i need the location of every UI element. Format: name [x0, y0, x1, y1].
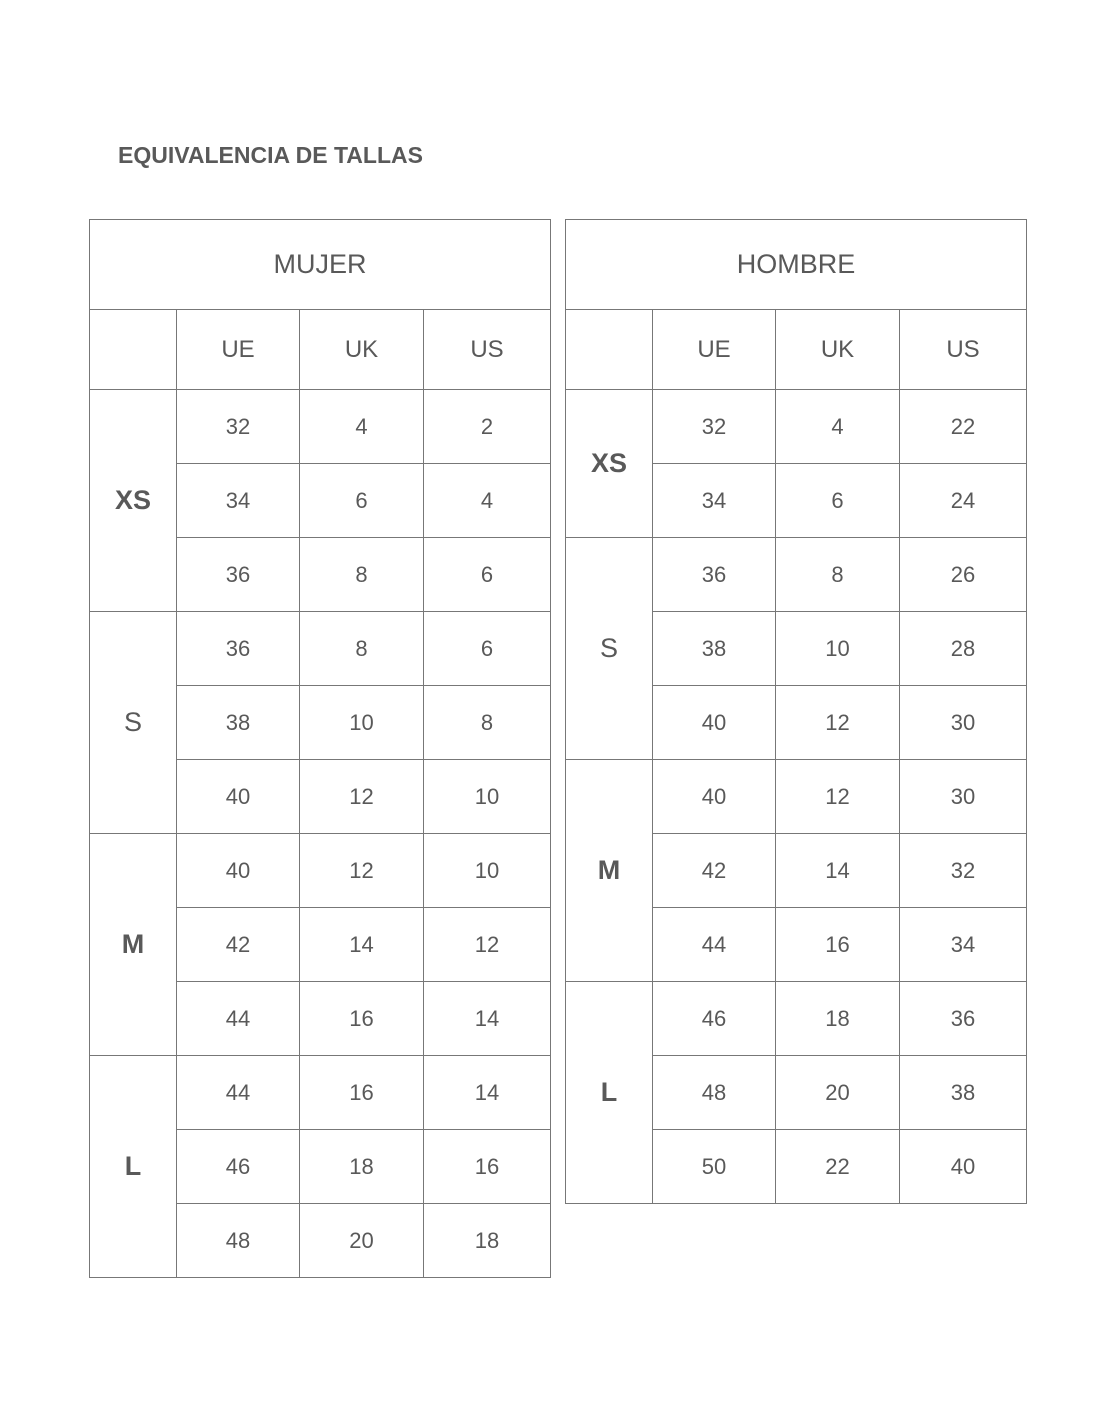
women-column-header-uk: UK [300, 310, 424, 390]
cell-uk: 16 [300, 1056, 424, 1130]
cell-us: 6 [424, 538, 551, 612]
cell-us: 8 [424, 686, 551, 760]
table-row [90, 390, 551, 464]
men-size-label-m: M [566, 760, 653, 982]
table-row [90, 834, 551, 908]
cell-us: 14 [424, 1056, 551, 1130]
cell-us: 38 [900, 1056, 1027, 1130]
cell-ue: 34 [177, 464, 300, 538]
cell-ue: 38 [177, 686, 300, 760]
women-column-header-us: US [424, 310, 551, 390]
men-column-header-ue: UE [653, 310, 776, 390]
men-column-header-us: US [900, 310, 1027, 390]
women-size-label-l: L [90, 1056, 177, 1278]
men-table-heading: HOMBRE [566, 220, 1027, 310]
cell-uk: 14 [300, 908, 424, 982]
cell-us: 6 [424, 612, 551, 686]
women-size-label-xs: XS [90, 390, 177, 612]
cell-uk: 6 [300, 464, 424, 538]
men-column-header-uk: UK [776, 310, 900, 390]
cell-us: 16 [424, 1130, 551, 1204]
men-size-label-l: L [566, 982, 653, 1204]
cell-ue: 38 [653, 612, 776, 686]
women-size-table [89, 219, 551, 1278]
cell-uk: 10 [300, 686, 424, 760]
cell-us: 18 [424, 1204, 551, 1278]
table-row [90, 1056, 551, 1130]
cell-us: 34 [900, 908, 1027, 982]
cell-ue: 40 [177, 834, 300, 908]
cell-uk: 16 [776, 908, 900, 982]
cell-uk: 6 [776, 464, 900, 538]
cell-ue: 44 [177, 1056, 300, 1130]
cell-us: 30 [900, 686, 1027, 760]
cell-ue: 42 [653, 834, 776, 908]
cell-ue: 48 [653, 1056, 776, 1130]
cell-us: 14 [424, 982, 551, 1056]
cell-ue: 36 [177, 612, 300, 686]
women-table-heading: MUJER [90, 220, 551, 310]
cell-us: 28 [900, 612, 1027, 686]
page-title: EQUIVALENCIA DE TALLAS [118, 142, 423, 168]
cell-ue: 44 [177, 982, 300, 1056]
cell-uk: 10 [776, 612, 900, 686]
cell-ue: 46 [177, 1130, 300, 1204]
cell-us: 30 [900, 760, 1027, 834]
women-column-header-ue: UE [177, 310, 300, 390]
cell-uk: 20 [776, 1056, 900, 1130]
men-size-table [565, 219, 1027, 1204]
cell-us: 36 [900, 982, 1027, 1056]
cell-ue: 34 [653, 464, 776, 538]
women-size-label-m: M [90, 834, 177, 1056]
table-row [566, 390, 1027, 464]
men-size-column-header [566, 310, 653, 390]
men-size-label-s: S [566, 538, 653, 760]
table-row [90, 612, 551, 686]
table-row [566, 538, 1027, 612]
cell-uk: 8 [300, 612, 424, 686]
cell-ue: 32 [653, 390, 776, 464]
cell-ue: 50 [653, 1130, 776, 1204]
cell-uk: 22 [776, 1130, 900, 1204]
cell-uk: 14 [776, 834, 900, 908]
men-size-label-xs: XS [566, 390, 653, 538]
cell-uk: 8 [300, 538, 424, 612]
table-row [566, 760, 1027, 834]
cell-us: 12 [424, 908, 551, 982]
cell-us: 10 [424, 760, 551, 834]
cell-us: 32 [900, 834, 1027, 908]
cell-uk: 4 [776, 390, 900, 464]
cell-ue: 40 [653, 686, 776, 760]
women-size-label-s: S [90, 612, 177, 834]
cell-uk: 18 [776, 982, 900, 1056]
cell-uk: 12 [776, 686, 900, 760]
cell-uk: 12 [300, 760, 424, 834]
cell-ue: 32 [177, 390, 300, 464]
cell-us: 24 [900, 464, 1027, 538]
cell-uk: 16 [300, 982, 424, 1056]
cell-us: 22 [900, 390, 1027, 464]
cell-ue: 46 [653, 982, 776, 1056]
cell-uk: 20 [300, 1204, 424, 1278]
cell-us: 10 [424, 834, 551, 908]
cell-ue: 36 [653, 538, 776, 612]
cell-uk: 4 [300, 390, 424, 464]
cell-us: 4 [424, 464, 551, 538]
cell-uk: 12 [300, 834, 424, 908]
cell-us: 2 [424, 390, 551, 464]
cell-uk: 8 [776, 538, 900, 612]
cell-uk: 12 [776, 760, 900, 834]
cell-ue: 40 [653, 760, 776, 834]
cell-ue: 42 [177, 908, 300, 982]
cell-uk: 18 [300, 1130, 424, 1204]
cell-ue: 36 [177, 538, 300, 612]
cell-us: 40 [900, 1130, 1027, 1204]
women-size-column-header [90, 310, 177, 390]
table-row [566, 982, 1027, 1056]
cell-ue: 48 [177, 1204, 300, 1278]
cell-us: 26 [900, 538, 1027, 612]
cell-ue: 40 [177, 760, 300, 834]
cell-ue: 44 [653, 908, 776, 982]
